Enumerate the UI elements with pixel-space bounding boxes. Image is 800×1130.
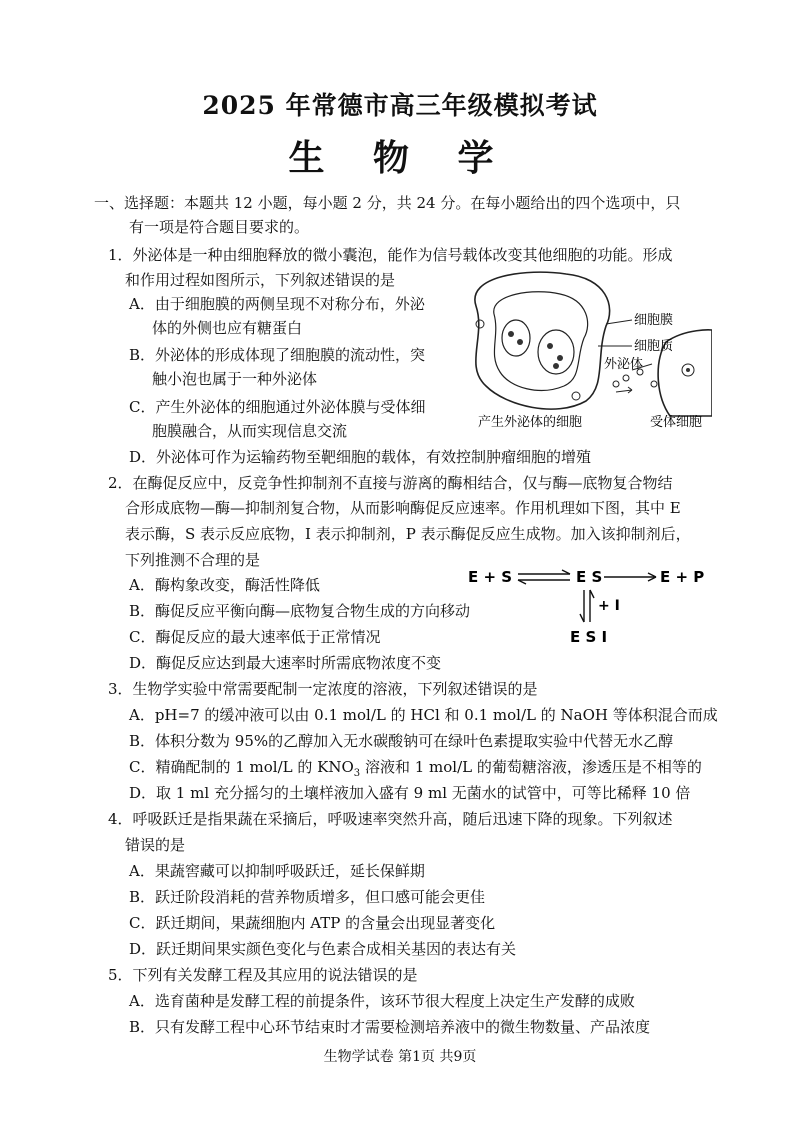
q5-stem: 5．下列有关发酵工程及其应用的说法错误的是 bbox=[108, 966, 418, 984]
q1-option-d: D．外泌体可作为运输药物至靶细胞的载体，有效控制肿瘤细胞的增殖 bbox=[129, 448, 592, 466]
q1-option-c-line2: 胞膜融合，从而实现信息交流 bbox=[152, 422, 348, 440]
q3-option-b: B．体积分数为 95%的乙醇加入无水碳酸钠可在绿叶色素提取实验中代替无水乙醇 bbox=[129, 732, 674, 750]
inhibitor-label: + I bbox=[598, 598, 620, 614]
q2-stem-line4: 下列推测不合理的是 bbox=[125, 551, 261, 569]
q1-option-c-line1: C．产生外泌体的细胞通过外泌体膜与受体细 bbox=[129, 398, 426, 416]
q4-option-d: D．跃迁期间果实颜色变化与色素合成相关基因的表达有关 bbox=[129, 940, 517, 958]
exam-title: 2025 年常德市高三年级模拟考试 bbox=[202, 91, 598, 120]
q2-stem-line1: 2．在酶促反应中，反竞争性抑制剂不直接与游离的酶相结合，仅与酶—底物复合物结 bbox=[108, 474, 673, 492]
q5-option-a: A．选育菌种是发酵工程的前提条件，该环节很大程度上决定生产发酵的成败 bbox=[129, 992, 635, 1010]
reaction-right: E + P bbox=[660, 568, 705, 586]
q2-stem-line3: 表示酶，S 表示反应底物，I 表示抑制剂，P 表示酶促反应生成物。加入该抑制剂后， bbox=[125, 525, 691, 543]
q4-option-b: B．跃迁阶段消耗的营养物质增多，但口感可能会更佳 bbox=[129, 888, 486, 906]
q4-stem-line1: 4．呼吸跃迁是指果蔬在采摘后，呼吸速率突然升高，随后迅速下降的现象。下列叙述 bbox=[108, 810, 673, 828]
label-producer-cell: 产生外泌体的细胞 bbox=[478, 415, 583, 430]
q2-option-b: B．酶促反应平衡向酶—底物复合物生成的方向移动 bbox=[129, 602, 471, 620]
q1-stem-line2: 和作用过程如图所示，下列叙述错误的是 bbox=[125, 271, 396, 289]
q2-option-d: D．酶促反应达到最大速率时所需底物浓度不变 bbox=[129, 654, 442, 672]
reaction-middle: E S bbox=[576, 568, 603, 586]
subject-title: 生 物 学 bbox=[288, 137, 512, 179]
inhibition-mechanism-diagram bbox=[462, 564, 712, 650]
q1-option-b-line2: 触小泡也属于一种外泌体 bbox=[152, 370, 318, 388]
label-receptor-cell: 受体细胞 bbox=[650, 415, 703, 430]
q1-option-a-line2: 体的外侧也应有糖蛋白 bbox=[152, 319, 303, 337]
q5-option-b: B．只有发酵工程中心环节结束时才需要检测培养液中的微生物数量、产品浓度 bbox=[129, 1018, 651, 1036]
q4-option-c: C．跃迁期间，果蔬细胞内 ATP 的含量会出现显著变化 bbox=[129, 914, 496, 932]
q2-option-c: C．酶促反应的最大速率低于正常情况 bbox=[129, 628, 381, 646]
esi-complex-label: E S I bbox=[570, 628, 608, 646]
q2-stem-line2: 合形成底物—酶—抑制剂复合物，从而影响酶促反应速率。作用机理如下图，其中 E bbox=[125, 499, 681, 517]
page-footer: 生物学试卷 第1页 共9页 bbox=[323, 1049, 477, 1065]
q4-option-a: A．果蔬窖藏可以抑制呼吸跃迁，延长保鲜期 bbox=[129, 862, 425, 880]
label-cytoplasm: 细胞质 bbox=[634, 339, 674, 354]
exosome-diagram bbox=[456, 266, 712, 432]
label-exosome: 外泌体 bbox=[604, 357, 644, 372]
q3-option-a: A．pH=7 的缓冲液可以由 0.1 mol/L 的 HCl 和 0.1 mol/L 的 NaOH 等体积混合而成 bbox=[129, 706, 718, 724]
q3-option-c: C．精确配制的 1 mol/L 的 $KNO_3$ 溶液和 1 mol/L 的葡萄糖溶液，渗透压是不相等的 bbox=[129, 758, 702, 779]
section-heading-cont: 有一项是符合题目要求的。 bbox=[129, 218, 310, 236]
q3-option-d: D．取 1 ml 充分摇匀的土壤样液加入盛有 9 ml 无菌水的试管中，可等比稀释 10 倍 bbox=[129, 784, 691, 802]
endosome-1 bbox=[502, 320, 530, 356]
section-heading: 一、选择题：本题共 12 小题，每小题 2 分，共 24 分。在每小题给出的四个选项中，只 bbox=[94, 194, 681, 212]
q2-option-a: A．酶构象改变，酶活性降低 bbox=[129, 576, 320, 594]
label-cell-membrane: 细胞膜 bbox=[634, 313, 674, 328]
q1-stem-line1: 1．外泌体是一种由细胞释放的微小囊泡，能作为信号载体改变其他细胞的功能。形成 bbox=[108, 246, 673, 264]
q3-stem: 3．生物学实验中常需要配制一定浓度的溶液，下列叙述错误的是 bbox=[108, 680, 538, 698]
q1-option-b-line1: B．外泌体的形成体现了细胞膜的流动性，突 bbox=[129, 346, 426, 364]
reaction-left: E + S bbox=[468, 568, 513, 586]
q1-option-a-line1: A．由于细胞膜的两侧呈现不对称分布，外泌 bbox=[129, 295, 425, 313]
q4-stem-line2: 错误的是 bbox=[125, 836, 186, 854]
